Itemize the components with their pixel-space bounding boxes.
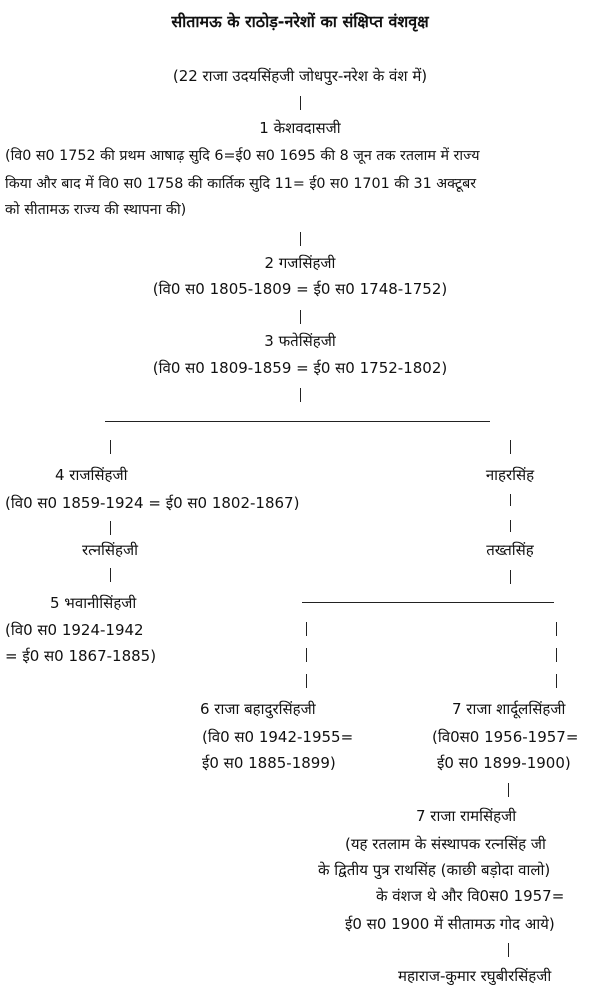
fatehsingh-name: 3 फतेसिंहजी: [264, 332, 336, 350]
rajsingh-dates: (वि0 स0 1859-1924 = ई0 स0 1802-1867): [5, 494, 300, 512]
connector-line: [556, 622, 557, 636]
bhavanisingh-dates-line: (वि0 स0 1924-1942: [5, 621, 144, 639]
ratansingh-name: रत्नसिंहजी: [81, 541, 139, 559]
connector-line: [508, 943, 509, 957]
keshavdas-note-line: किया और बाद में वि0 स0 1758 की कार्तिक सुदि 11= ई0 स0 1701 की 31 अक्टूबर: [5, 176, 477, 192]
gajsingh-name: 2 गजसिंहजी: [264, 254, 336, 272]
connector-line: [110, 440, 111, 454]
connector-line: [306, 622, 307, 636]
shardulsingh-dates-line: ई0 स0 1899-1900): [437, 754, 571, 772]
naharsingh-name: नाहरसिंह: [485, 466, 535, 484]
connector-line: [510, 570, 511, 584]
ramsingh-note-line: के वंशज थे और वि0स0 1957=: [376, 887, 565, 905]
fatehsingh-dates: (वि0 स0 1809-1859 = ई0 स0 1752-1802): [152, 359, 448, 377]
ramsingh-note-line: के द्वितीय पुत्र राथसिंह (काछी बड़ोदा वालो): [318, 861, 551, 879]
bahadursingh-name: 6 राजा बहादुरसिंहजी: [200, 700, 316, 718]
connector-line: [300, 310, 301, 324]
branch-line: [302, 602, 554, 603]
connector-line: [306, 648, 307, 662]
branch-line: [105, 421, 490, 422]
connector-line: [300, 388, 301, 402]
origin-note: (22 राजा उदयसिंहजी जोधपुर-नरेश के वंश में): [172, 67, 428, 85]
bhavanisingh-dates-line: = ई0 स0 1867-1885): [5, 647, 157, 665]
gajsingh-dates: (वि0 स0 1805-1809 = ई0 स0 1748-1752): [152, 280, 448, 298]
ramsingh-note-line: (यह रतलाम के संस्थापक रत्नसिंह जी: [345, 835, 546, 853]
raghubirsingh-name: महाराज-कुमार रघुबीरसिंहजी: [398, 967, 552, 985]
connector-line: [508, 783, 509, 797]
bahadursingh-dates-line: ई0 स0 1885-1899): [202, 754, 336, 772]
connector-line: [110, 568, 111, 582]
ramsingh-note-line: ई0 स0 1900 में सीतामऊ गोद आये): [345, 915, 555, 933]
shardulsingh-dates-line: (वि0स0 1956-1957=: [432, 728, 579, 746]
connector-line: [556, 674, 557, 688]
ramsingh-name: 7 राजा रामसिंहजी: [416, 807, 517, 825]
page-title: सीतामऊ के राठोड़-नरेशों का संक्षिप्त वंशवृक्ष: [171, 12, 429, 31]
shardulsingh-name: 7 राजा शार्दूलसिंहजी: [452, 700, 566, 718]
bhavanisingh-name: 5 भवानीसिंहजी: [50, 594, 137, 612]
connector-line: [510, 494, 511, 506]
connector-line: [306, 674, 307, 688]
takhatsingh-name: तख्तसिंह: [486, 541, 534, 559]
connector-line: [556, 648, 557, 662]
connector-line: [300, 232, 301, 246]
connector-line: [110, 521, 111, 535]
bahadursingh-dates-line: (वि0 स0 1942-1955=: [202, 728, 354, 746]
connector-line: [510, 520, 511, 532]
keshavdas-note-line: को सीतामऊ राज्य की स्थापना की): [5, 202, 187, 218]
keshavdas-note-line: (वि0 स0 1752 की प्रथम आषाढ़ सुदि 6=ई0 स0 1695 की 8 जून तक रतलाम में राज्य: [5, 148, 480, 164]
rajsingh-name: 4 राजसिंहजी: [55, 466, 128, 484]
keshavdas-name: 1 केशवदासजी: [259, 119, 341, 137]
connector-line: [510, 440, 511, 454]
connector-line: [300, 96, 301, 110]
